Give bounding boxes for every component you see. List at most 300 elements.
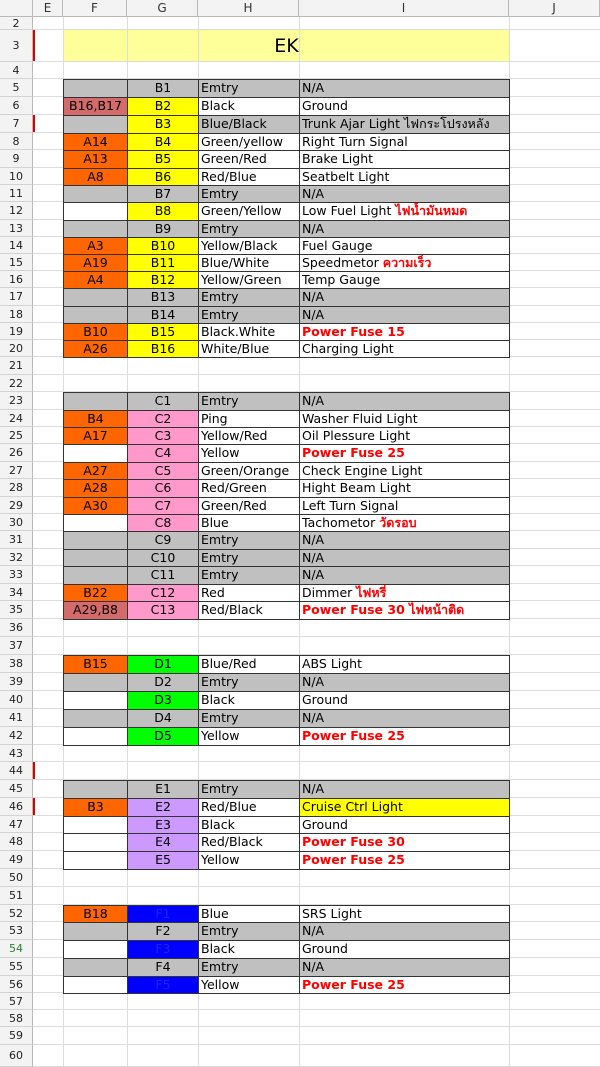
row-header-46[interactable]: 46 [0,798,33,816]
wire-color-cell[interactable]: Yellow [198,727,300,746]
row-header-51[interactable]: 51 [0,887,33,905]
row-header-19[interactable]: 19 [0,323,33,340]
function-text: Hight Beam Light [302,480,411,496]
row-header-9[interactable]: 9 [0,150,33,168]
pin-cell-g[interactable]: C1 [127,392,199,410]
wire-color-cell[interactable]: Emtry [198,549,300,567]
wire-color-cell[interactable]: Yellow/Red [198,427,300,445]
row-header-37[interactable]: 37 [0,637,33,655]
row-indicator [33,762,35,780]
pin-cell-f[interactable]: B3 [63,798,128,817]
row-header-6[interactable]: 6 [0,97,33,115]
row-header-44[interactable]: 44 [0,762,33,780]
function-text: N/A [302,306,325,322]
pin-cell-f[interactable] [63,185,128,203]
pin-cell-f[interactable]: B22 [63,584,128,602]
pin-cell-f[interactable]: A28 [63,479,128,497]
pin-cell-f[interactable] [63,531,128,549]
function-cell[interactable] [299,798,510,817]
column-header-e[interactable]: E [33,0,63,17]
row-header-24[interactable]: 24 [0,410,33,427]
function-cell[interactable] [299,497,510,515]
row-header-40[interactable]: 40 [0,691,33,709]
row-header-5[interactable]: 5 [0,79,33,97]
function-text: Low Fuel Light [302,203,392,219]
row-header-48[interactable]: 48 [0,833,33,851]
pin-cell-f[interactable] [63,709,128,728]
function-cell[interactable] [299,958,510,977]
pin-cell-f[interactable] [63,566,128,584]
pin-cell-f[interactable]: B15 [63,655,128,674]
function-text: Seatbelt Light [302,169,390,184]
function-text: N/A [302,923,325,939]
row-header-39[interactable]: 39 [0,673,33,691]
function-cell[interactable] [299,727,510,746]
function-cell[interactable] [299,340,510,358]
pin-cell-f[interactable]: B4 [63,410,128,428]
pin-cell-f[interactable] [63,780,128,799]
row-header-16[interactable]: 16 [0,271,33,288]
function-cell[interactable] [299,816,510,835]
row-header-41[interactable]: 41 [0,709,33,727]
row-header-54[interactable]: 54 [0,940,33,958]
row-header-34[interactable]: 34 [0,584,33,601]
function-text: N/A [302,781,325,797]
wire-color-cell[interactable]: Yellow [198,851,300,870]
pin-cell-f[interactable]: A26 [63,340,128,358]
pin-cell-f[interactable] [63,958,128,977]
pin-cell-f[interactable] [63,220,128,238]
pin-cell-f[interactable] [63,816,128,835]
gridline-horizontal [33,886,600,887]
pin-cell-g[interactable]: E5 [127,851,199,870]
function-text: N/A [302,393,325,409]
wire-color-cell[interactable]: Blue/Red [198,655,300,674]
function-cell[interactable] [299,851,510,870]
row-header-4[interactable]: 4 [0,62,33,79]
wire-color-cell[interactable]: Emtry [198,288,300,306]
pin-cell-g[interactable]: F2 [127,922,199,941]
wire-color-cell[interactable]: Emtry [198,531,300,549]
row-header-30[interactable]: 30 [0,514,33,531]
pin-cell-f[interactable] [63,833,128,852]
pin-cell-f[interactable] [63,288,128,306]
pin-cell-g[interactable]: B8 [127,202,199,220]
wire-color-cell[interactable]: Yellow [198,976,300,994]
function-text: Power Fuse 25 [302,852,405,867]
function-text: N/A [302,80,325,95]
row-header-25[interactable]: 25 [0,427,33,444]
pin-cell-g[interactable]: C6 [127,479,199,497]
pin-cell-g[interactable]: B14 [127,306,199,324]
wire-color-cell[interactable]: Blue/Black [198,115,300,134]
row-header-10[interactable]: 10 [0,168,33,185]
row-header-52[interactable]: 52 [0,905,33,923]
function-cell[interactable] [299,288,510,306]
function-cell[interactable] [299,185,510,203]
wire-color-cell[interactable]: Yellow [198,444,300,462]
function-text: N/A [302,549,325,565]
function-text: Tachometor [302,515,376,530]
wire-color-cell[interactable]: Red/Blue [198,798,300,817]
pin-cell-f[interactable]: A19 [63,254,128,272]
pin-cell-f[interactable]: A4 [63,271,128,289]
row-header-47[interactable]: 47 [0,816,33,834]
function-cell[interactable] [299,976,510,994]
function-cell[interactable] [299,115,510,134]
function-text: Charging Light [302,341,394,356]
function-cell[interactable] [299,922,510,941]
pin-cell-f[interactable]: B16,B17 [63,97,128,116]
thai-note-text: ไฟหรี่ [356,584,387,600]
wire-color-cell[interactable]: Emtry [198,709,300,728]
row-header-20[interactable]: 20 [0,340,33,357]
pin-cell-f[interactable] [63,115,128,134]
row-header-31[interactable]: 31 [0,531,33,548]
pin-cell-g[interactable]: D4 [127,709,199,728]
row-header-38[interactable]: 38 [0,655,33,673]
wire-color-cell[interactable]: Ping [198,410,300,428]
pin-cell-g[interactable]: B2 [127,97,199,116]
row-header-60[interactable]: 60 [0,1045,33,1067]
pin-cell-g[interactable]: C3 [127,427,199,445]
function-text: Temp Gauge [302,272,381,288]
function-cell[interactable] [299,940,510,959]
pin-cell-g[interactable]: C12 [127,584,199,602]
pin-cell-g[interactable]: B12 [127,271,199,289]
row-header-50[interactable]: 50 [0,869,33,887]
function-cell[interactable] [299,202,510,220]
function-text: Speedmetor [302,255,379,270]
row-header-56[interactable]: 56 [0,976,33,993]
function-cell[interactable] [299,254,510,272]
gridline-horizontal [33,61,600,62]
function-text: Ground [302,816,348,832]
function-cell[interactable] [299,392,510,410]
pin-cell-g[interactable]: C5 [127,462,199,480]
function-cell[interactable] [299,220,510,238]
pin-cell-g[interactable]: B7 [127,185,199,203]
row-header-33[interactable]: 33 [0,566,33,583]
function-cell[interactable] [299,549,510,567]
pin-cell-f[interactable]: B10 [63,323,128,341]
gridline-horizontal [33,761,600,762]
thai-note-text: ไฟน้ำมันหมด [395,203,468,219]
function-cell[interactable] [299,133,510,152]
function-text: Power Fuse 25 [302,728,405,743]
pin-cell-f[interactable]: A27 [63,462,128,480]
gridline-horizontal [33,29,600,30]
pin-cell-f[interactable] [63,673,128,692]
row-header-2[interactable]: 2 [0,17,33,30]
function-cell[interactable] [299,479,510,497]
function-cell[interactable] [299,601,510,620]
thai-note-text: ความเร็ว [382,255,432,270]
function-text: Ground [302,941,348,957]
row-header-14[interactable]: 14 [0,237,33,254]
function-cell[interactable] [299,462,510,480]
pin-cell-g[interactable]: B10 [127,237,199,255]
thai-note-text: วัดรอบ [379,515,417,530]
function-text: Brake Light [302,151,374,167]
function-cell[interactable] [299,709,510,728]
column-header-i[interactable]: I [299,0,509,17]
wire-color-cell[interactable]: Red [198,584,300,602]
function-cell[interactable] [299,905,510,924]
function-cell[interactable] [299,97,510,116]
row-header-11[interactable]: 11 [0,185,33,202]
wire-color-cell[interactable]: Yellow/Black [198,237,300,255]
pin-cell-f[interactable]: A30 [63,497,128,515]
pin-cell-g[interactable]: B9 [127,220,199,238]
function-text: Fuel Gauge [302,237,373,253]
wire-color-cell[interactable]: Green/Orange [198,462,300,480]
row-header-23[interactable]: 23 [0,392,33,409]
pin-cell-f[interactable] [63,922,128,941]
row-header-35[interactable]: 35 [0,601,33,619]
function-text: Washer Fluid Light [302,410,418,426]
pin-cell-g[interactable]: F1 [127,905,199,924]
row-header-13[interactable]: 13 [0,220,33,237]
function-text: Dimmer [302,584,353,600]
wire-color-cell[interactable]: Black [198,691,300,710]
row-header-26[interactable]: 26 [0,444,33,461]
row-header-43[interactable]: 43 [0,745,33,763]
function-cell[interactable] [299,237,510,255]
pin-cell-f[interactable]: A29,B8 [63,601,128,620]
function-cell[interactable] [299,271,510,289]
row-header-28[interactable]: 28 [0,479,33,496]
pin-cell-g[interactable]: E2 [127,798,199,817]
pin-cell-f[interactable] [63,392,128,410]
wire-color-cell[interactable]: Black [198,940,300,959]
function-text: Power Fuse 15 [302,323,405,339]
pin-cell-g[interactable]: B16 [127,340,199,358]
wire-color-cell[interactable]: White/Blue [198,340,300,358]
pin-cell-g[interactable]: B11 [127,254,199,272]
function-text: N/A [302,289,325,305]
function-cell[interactable] [299,79,510,98]
function-cell[interactable] [299,655,510,674]
wire-color-cell[interactable]: Black [198,816,300,835]
row-header-45[interactable]: 45 [0,780,33,798]
pin-cell-f[interactable]: A14 [63,133,128,152]
wire-color-cell[interactable]: Yellow/Green [198,271,300,289]
function-text: Power Fuse 30 [302,834,405,850]
function-text: N/A [302,220,325,236]
wire-color-cell[interactable]: Emtry [198,79,300,98]
gridline-horizontal [33,1026,600,1027]
function-text: Ground [302,692,348,707]
pin-cell-g[interactable]: C11 [127,566,199,584]
wire-color-cell[interactable]: Emtry [198,566,300,584]
wire-color-cell[interactable]: Blue [198,905,300,924]
pin-cell-f[interactable] [63,306,128,324]
wire-color-cell[interactable]: Emtry [198,392,300,410]
pin-cell-g[interactable]: B5 [127,150,199,169]
wire-color-cell[interactable]: Emtry [198,220,300,238]
function-cell[interactable] [299,306,510,324]
pin-cell-g[interactable]: B1 [127,79,199,98]
pin-cell-f[interactable]: A3 [63,237,128,255]
function-cell[interactable] [299,150,510,169]
wire-color-cell[interactable]: Emtry [198,185,300,203]
function-cell[interactable] [299,444,510,462]
row-indicator [33,115,35,133]
pin-cell-g[interactable]: C2 [127,410,199,428]
pin-cell-g[interactable]: C9 [127,531,199,549]
row-header-55[interactable]: 55 [0,958,33,976]
pin-cell-g[interactable]: F4 [127,958,199,977]
function-cell[interactable] [299,323,510,341]
pin-cell-f[interactable] [63,549,128,567]
pin-cell-g[interactable]: D3 [127,691,199,710]
pin-cell-g[interactable]: C13 [127,601,199,620]
function-cell[interactable] [299,691,510,710]
pin-cell-f[interactable] [63,976,128,994]
wire-color-cell[interactable]: Blue/White [198,254,300,272]
row-header-29[interactable]: 29 [0,497,33,514]
pin-cell-g[interactable]: B3 [127,115,199,134]
column-header-h[interactable]: H [198,0,299,17]
pin-cell-f[interactable] [63,444,128,462]
wire-color-cell[interactable]: Black [198,97,300,116]
function-cell[interactable] [299,168,510,186]
pin-cell-f[interactable]: A17 [63,427,128,445]
wire-color-cell[interactable]: Red/Black [198,601,300,620]
pin-cell-f[interactable]: A13 [63,150,128,169]
row-header-21[interactable]: 21 [0,357,33,374]
function-text: Left Turn Signal [302,497,399,513]
pin-cell-g[interactable]: B6 [127,168,199,186]
function-text: SRS Light [302,905,362,921]
wire-color-cell[interactable]: Green/Red [198,497,300,515]
function-cell[interactable] [299,780,510,799]
wire-color-cell[interactable]: Emtry [198,673,300,692]
pin-cell-g[interactable]: C10 [127,549,199,567]
row-header-49[interactable]: 49 [0,851,33,869]
function-text: N/A [302,532,325,548]
function-cell[interactable] [299,584,510,602]
wire-color-cell[interactable]: Emtry [198,306,300,324]
pin-cell-g[interactable]: D5 [127,727,199,746]
function-text: Power Fuse 30 ไฟหน้าติด [302,602,465,617]
pin-cell-g[interactable]: D1 [127,655,199,674]
row-header-22[interactable]: 22 [0,375,33,392]
function-text: N/A [302,959,325,975]
function-cell[interactable] [299,833,510,852]
function-cell[interactable] [299,531,510,549]
pin-cell-f[interactable] [63,727,128,746]
wire-color-cell[interactable]: Blue [198,514,300,532]
function-text: N/A [302,186,325,202]
pin-cell-f[interactable] [63,514,128,532]
wire-color-cell[interactable]: Green/Yellow [198,202,300,220]
pin-cell-g[interactable]: C8 [127,514,199,532]
pin-cell-g[interactable]: D2 [127,673,199,692]
row-header-17[interactable]: 17 [0,288,33,305]
function-text: Oil Plessure Light [302,428,411,443]
pin-cell-g[interactable]: C4 [127,444,199,462]
gridline-horizontal [33,374,600,375]
pin-cell-g[interactable]: B13 [127,288,199,306]
row-header-3[interactable]: 3 [0,30,33,62]
gridline-horizontal [33,636,600,637]
function-cell[interactable] [299,566,510,584]
pin-cell-g[interactable]: E4 [127,833,199,852]
select-all-corner[interactable] [0,0,33,17]
row-header-58[interactable]: 58 [0,1010,33,1027]
row-header-15[interactable]: 15 [0,254,33,271]
pin-cell-g[interactable]: F5 [127,976,199,994]
pin-cell-g[interactable]: E3 [127,816,199,835]
pin-cell-f[interactable] [63,940,128,959]
pin-cell-f[interactable] [63,851,128,870]
pin-cell-g[interactable]: C7 [127,497,199,515]
pin-cell-g[interactable]: B4 [127,133,199,152]
row-header-57[interactable]: 57 [0,993,33,1010]
row-header-32[interactable]: 32 [0,549,33,566]
pin-cell-f[interactable] [63,79,128,98]
row-header-59[interactable]: 59 [0,1027,33,1045]
function-text: Ground [302,98,348,113]
row-header-42[interactable]: 42 [0,727,33,745]
wire-color-cell[interactable]: Black.White [198,323,300,341]
wire-color-cell[interactable]: Green/yellow [198,133,300,152]
row-header-8[interactable]: 8 [0,133,33,151]
function-text: Power Fuse 25 [302,977,405,992]
row-header-12[interactable]: 12 [0,202,33,219]
row-header-27[interactable]: 27 [0,462,33,479]
function-text: N/A [302,710,325,725]
function-text: Power Fuse 25 [302,445,405,461]
wire-color-cell[interactable]: Green/Red [198,150,300,169]
pin-cell-g[interactable]: F3 [127,940,199,959]
pin-cell-f[interactable]: A8 [63,168,128,186]
pin-cell-f[interactable]: B18 [63,905,128,924]
gridline-horizontal [33,1044,600,1045]
column-header-j[interactable]: J [509,0,600,17]
column-header-f[interactable]: F [63,0,127,17]
pin-cell-g[interactable]: E1 [127,780,199,799]
row-header-36[interactable]: 36 [0,619,33,637]
pin-cell-f[interactable] [63,691,128,710]
column-header-g[interactable]: G [127,0,198,17]
row-header-7[interactable]: 7 [0,115,33,133]
wire-color-cell[interactable]: Red/Blue [198,168,300,186]
function-cell[interactable] [299,410,510,428]
wire-color-cell[interactable]: Emtry [198,922,300,941]
function-cell[interactable] [299,427,510,445]
wire-color-cell[interactable]: Red/Green [198,479,300,497]
wire-color-cell[interactable]: Emtry [198,958,300,977]
wire-color-cell[interactable]: Red/Black [198,833,300,852]
function-text: Trunk Ajar Light ไฟกระโปรงหลัง [302,115,490,131]
sheet-title[interactable]: EK [63,30,510,62]
function-cell[interactable] [299,514,510,532]
row-header-53[interactable]: 53 [0,922,33,940]
function-text: Right Turn Signal [302,133,408,149]
function-text: ABS Light [302,656,363,671]
function-text: Check Engine Light [302,462,423,478]
wire-color-cell[interactable]: Emtry [198,780,300,799]
row-header-18[interactable]: 18 [0,306,33,323]
function-cell[interactable] [299,673,510,692]
row-indicator [33,30,35,62]
pin-cell-f[interactable] [63,202,128,220]
pin-cell-g[interactable]: B15 [127,323,199,341]
function-text: N/A [302,567,325,583]
